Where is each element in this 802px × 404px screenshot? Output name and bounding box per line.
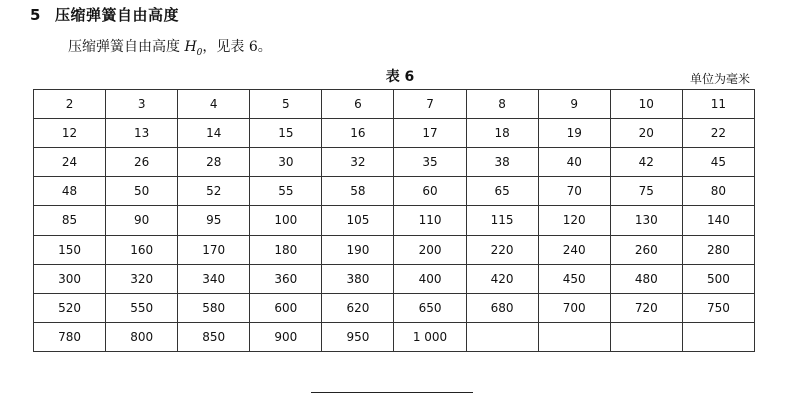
table-cell: 17 xyxy=(394,119,466,148)
table-row xyxy=(34,293,755,322)
table-cell: 180 xyxy=(250,235,322,264)
table-cell: 360 xyxy=(250,264,322,293)
table-cell: 170 xyxy=(178,235,250,264)
table-cell: 70 xyxy=(538,177,610,206)
section-heading xyxy=(30,4,179,25)
table-cell: 10 xyxy=(610,90,682,119)
table-cell: 580 xyxy=(178,293,250,322)
table-cell: 6 xyxy=(322,90,394,119)
table-cell: 19 xyxy=(538,119,610,148)
table-cell: 65 xyxy=(466,177,538,206)
table-cell: 340 xyxy=(178,264,250,293)
table-row xyxy=(34,148,755,177)
table-cell: 20 xyxy=(610,119,682,148)
table-cell: 380 xyxy=(322,264,394,293)
paragraph-text-before: 压缩弹簧自由高度 xyxy=(68,39,185,55)
table-cell: 3 xyxy=(106,90,178,119)
table-cell: 30 xyxy=(250,148,322,177)
table-cell xyxy=(682,322,754,351)
table-cell: 1 000 xyxy=(394,322,466,351)
table-cell: 680 xyxy=(466,293,538,322)
table-cell: 950 xyxy=(322,322,394,351)
table-row xyxy=(34,90,755,119)
table-cell: 35 xyxy=(394,148,466,177)
table-cell: 5 xyxy=(250,90,322,119)
table-cell: 58 xyxy=(322,177,394,206)
table-cell: 280 xyxy=(682,235,754,264)
table-cell: 300 xyxy=(34,264,106,293)
table-cell: 40 xyxy=(538,148,610,177)
table-body xyxy=(34,90,755,352)
table-cell: 190 xyxy=(322,235,394,264)
table-cell xyxy=(538,322,610,351)
table-cell: 38 xyxy=(466,148,538,177)
table-cell: 480 xyxy=(610,264,682,293)
table-cell: 780 xyxy=(34,322,106,351)
table-cell: 260 xyxy=(610,235,682,264)
table-cell: 60 xyxy=(394,177,466,206)
table-cell: 24 xyxy=(34,148,106,177)
table-cell: 200 xyxy=(394,235,466,264)
table-cell: 13 xyxy=(106,119,178,148)
section-number: 5 xyxy=(30,6,41,24)
table-cell: 8 xyxy=(466,90,538,119)
free-height-symbol: H xyxy=(184,39,197,55)
table-cell: 75 xyxy=(610,177,682,206)
table-cell: 2 xyxy=(34,90,106,119)
table-cell: 520 xyxy=(34,293,106,322)
table-cell: 105 xyxy=(322,206,394,235)
table-cell: 750 xyxy=(682,293,754,322)
free-height-table xyxy=(33,89,755,352)
table-cell: 4 xyxy=(178,90,250,119)
table-title: 表 6 xyxy=(385,69,415,85)
table-cell: 28 xyxy=(178,148,250,177)
table-cell: 900 xyxy=(250,322,322,351)
table-cell: 90 xyxy=(106,206,178,235)
table-row xyxy=(34,235,755,264)
free-height-subscript: 0 xyxy=(196,47,203,58)
table-cell: 120 xyxy=(538,206,610,235)
table-cell: 16 xyxy=(322,119,394,148)
table-cell: 650 xyxy=(394,293,466,322)
table-cell: 320 xyxy=(106,264,178,293)
table-cell: 42 xyxy=(610,148,682,177)
table-cell: 80 xyxy=(682,177,754,206)
table-row xyxy=(34,177,755,206)
intro-paragraph xyxy=(68,36,272,58)
table-cell: 450 xyxy=(538,264,610,293)
table-cell: 150 xyxy=(34,235,106,264)
table-cell: 32 xyxy=(322,148,394,177)
table-cell: 220 xyxy=(466,235,538,264)
table-cell: 700 xyxy=(538,293,610,322)
table-cell: 850 xyxy=(178,322,250,351)
table-cell: 720 xyxy=(610,293,682,322)
table-cell: 600 xyxy=(250,293,322,322)
table-cell: 45 xyxy=(682,148,754,177)
table-cell: 9 xyxy=(538,90,610,119)
table-cell: 240 xyxy=(538,235,610,264)
table-cell: 14 xyxy=(178,119,250,148)
table-cell: 26 xyxy=(106,148,178,177)
table-cell xyxy=(466,322,538,351)
table-cell: 115 xyxy=(466,206,538,235)
table-row xyxy=(34,206,755,235)
table-unit: 单位为毫米 xyxy=(689,72,750,86)
end-rule xyxy=(311,392,473,393)
table-cell: 100 xyxy=(250,206,322,235)
table-cell: 130 xyxy=(610,206,682,235)
table-cell: 550 xyxy=(106,293,178,322)
table-cell: 15 xyxy=(250,119,322,148)
table-cell: 85 xyxy=(34,206,106,235)
table-cell: 11 xyxy=(682,90,754,119)
table-cell: 52 xyxy=(178,177,250,206)
table-row xyxy=(34,322,755,351)
table-cell: 22 xyxy=(682,119,754,148)
table-row xyxy=(34,119,755,148)
table-cell: 48 xyxy=(34,177,106,206)
table-cell xyxy=(610,322,682,351)
table-cell: 400 xyxy=(394,264,466,293)
table-row xyxy=(34,264,755,293)
table-cell: 420 xyxy=(466,264,538,293)
table-cell: 95 xyxy=(178,206,250,235)
table-cell: 140 xyxy=(682,206,754,235)
table-cell: 12 xyxy=(34,119,106,148)
table-cell: 160 xyxy=(106,235,178,264)
table-cell: 55 xyxy=(250,177,322,206)
table-cell: 50 xyxy=(106,177,178,206)
table-cell: 800 xyxy=(106,322,178,351)
table-cell: 620 xyxy=(322,293,394,322)
table-cell: 110 xyxy=(394,206,466,235)
table-cell: 18 xyxy=(466,119,538,148)
section-title: 压缩弹簧自由高度 xyxy=(54,6,179,24)
paragraph-text-after: ，见表 6。 xyxy=(202,39,272,55)
table-cell: 500 xyxy=(682,264,754,293)
table-cell: 7 xyxy=(394,90,466,119)
